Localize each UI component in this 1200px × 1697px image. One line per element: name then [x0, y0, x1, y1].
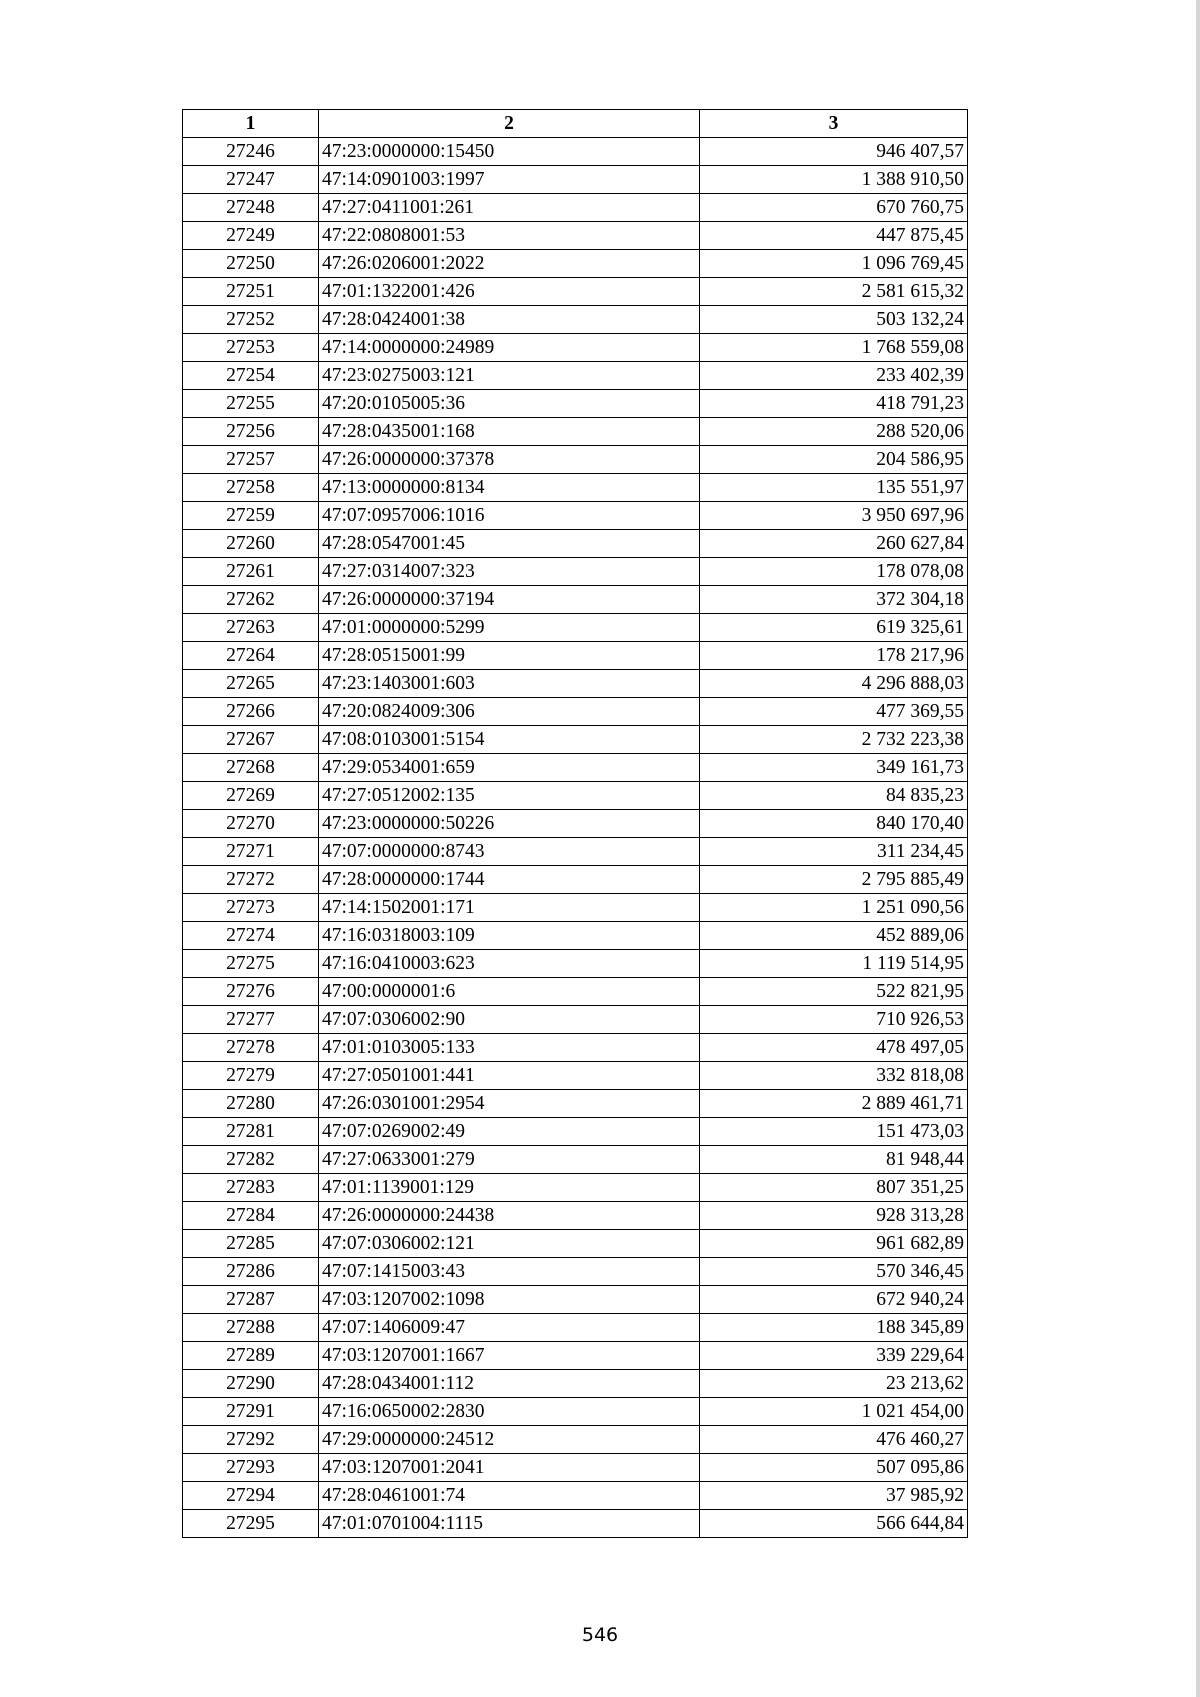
- table-row: [183, 614, 968, 642]
- cadastral-number-cell: 47:23:1403001:603: [319, 670, 700, 698]
- table-row: [183, 1286, 968, 1314]
- row-number-cell: 27290: [183, 1370, 319, 1398]
- table-row: [183, 950, 968, 978]
- table-row: [183, 1314, 968, 1342]
- table-row: [183, 474, 968, 502]
- row-number-cell: 27267: [183, 726, 319, 754]
- column-header-3: 3: [700, 110, 968, 138]
- row-number-cell: 27282: [183, 1146, 319, 1174]
- table-row: [183, 754, 968, 782]
- table-row: [183, 1230, 968, 1258]
- cadastral-number-cell: 47:23:0000000:50226: [319, 810, 700, 838]
- cadastral-number-cell: 47:01:0000000:5299: [319, 614, 700, 642]
- cadastral-number-cell: 47:26:0301001:2954: [319, 1090, 700, 1118]
- cadastral-value-cell: 452 889,06: [700, 922, 968, 950]
- cadastral-value-cell: 619 325,61: [700, 614, 968, 642]
- cadastral-number-cell: 47:27:0411001:261: [319, 194, 700, 222]
- cadastral-number-cell: 47:28:0434001:112: [319, 1370, 700, 1398]
- cadastral-number-cell: 47:28:0547001:45: [319, 530, 700, 558]
- cadastral-value-cell: 288 520,06: [700, 418, 968, 446]
- cadastral-value-cell: 566 644,84: [700, 1510, 968, 1538]
- cadastral-value-table: [182, 109, 968, 1538]
- table-row: [183, 1370, 968, 1398]
- cadastral-value-cell: 339 229,64: [700, 1342, 968, 1370]
- cadastral-value-cell: 961 682,89: [700, 1230, 968, 1258]
- row-number-cell: 27280: [183, 1090, 319, 1118]
- cadastral-value-cell: 418 791,23: [700, 390, 968, 418]
- row-number-cell: 27288: [183, 1314, 319, 1342]
- row-number-cell: 27259: [183, 502, 319, 530]
- cadastral-number-cell: 47:01:0701004:1115: [319, 1510, 700, 1538]
- table-row: [183, 334, 968, 362]
- table-row: [183, 894, 968, 922]
- row-number-cell: 27263: [183, 614, 319, 642]
- cadastral-value-cell: 372 304,18: [700, 586, 968, 614]
- row-number-cell: 27279: [183, 1062, 319, 1090]
- cadastral-value-cell: 503 132,24: [700, 306, 968, 334]
- cadastral-number-cell: 47:08:0103001:5154: [319, 726, 700, 754]
- cadastral-value-cell: 2 889 461,71: [700, 1090, 968, 1118]
- column-header-1: 1: [183, 110, 319, 138]
- table-row: [183, 1006, 968, 1034]
- cadastral-value-cell: 151 473,03: [700, 1118, 968, 1146]
- row-number-cell: 27287: [183, 1286, 319, 1314]
- row-number-cell: 27257: [183, 446, 319, 474]
- table-row: [183, 1426, 968, 1454]
- cadastral-value-cell: 233 402,39: [700, 362, 968, 390]
- table-row: [183, 530, 968, 558]
- row-number-cell: 27295: [183, 1510, 319, 1538]
- cadastral-number-cell: 47:03:1207001:1667: [319, 1342, 700, 1370]
- row-number-cell: 27255: [183, 390, 319, 418]
- cadastral-number-cell: 47:28:0461001:74: [319, 1482, 700, 1510]
- table-row: [183, 222, 968, 250]
- table-row: [183, 586, 968, 614]
- header-row: [183, 110, 968, 138]
- table-row: [183, 1090, 968, 1118]
- table-row: [183, 1454, 968, 1482]
- row-number-cell: 27264: [183, 642, 319, 670]
- row-number-cell: 27266: [183, 698, 319, 726]
- table-body: [183, 138, 968, 1538]
- cadastral-number-cell: 47:07:0306002:121: [319, 1230, 700, 1258]
- row-number-cell: 27247: [183, 166, 319, 194]
- row-number-cell: 27268: [183, 754, 319, 782]
- cadastral-value-cell: 477 369,55: [700, 698, 968, 726]
- cadastral-number-cell: 47:20:0105005:36: [319, 390, 700, 418]
- table-row: [183, 670, 968, 698]
- cadastral-value-cell: 23 213,62: [700, 1370, 968, 1398]
- row-number-cell: 27278: [183, 1034, 319, 1062]
- row-number-cell: 27256: [183, 418, 319, 446]
- table-row: [183, 418, 968, 446]
- table-row: [183, 306, 968, 334]
- cadastral-value-cell: 478 497,05: [700, 1034, 968, 1062]
- row-number-cell: 27246: [183, 138, 319, 166]
- table-row: [183, 1342, 968, 1370]
- cadastral-value-cell: 840 170,40: [700, 810, 968, 838]
- cadastral-number-cell: 47:23:0000000:15450: [319, 138, 700, 166]
- row-number-cell: 27272: [183, 866, 319, 894]
- row-number-cell: 27286: [183, 1258, 319, 1286]
- cadastral-value-cell: 349 161,73: [700, 754, 968, 782]
- row-number-cell: 27289: [183, 1342, 319, 1370]
- row-number-cell: 27252: [183, 306, 319, 334]
- cadastral-value-cell: 178 078,08: [700, 558, 968, 586]
- table-row: [183, 978, 968, 1006]
- cadastral-number-cell: 47:07:0269002:49: [319, 1118, 700, 1146]
- cadastral-value-cell: 178 217,96: [700, 642, 968, 670]
- cadastral-number-cell: 47:01:1139001:129: [319, 1174, 700, 1202]
- table-row: [183, 502, 968, 530]
- row-number-cell: 27262: [183, 586, 319, 614]
- column-header-2: 2: [319, 110, 700, 138]
- row-number-cell: 27251: [183, 278, 319, 306]
- row-number-cell: 27292: [183, 1426, 319, 1454]
- table-row: [183, 1258, 968, 1286]
- cadastral-value-cell: 447 875,45: [700, 222, 968, 250]
- cadastral-value-cell: 672 940,24: [700, 1286, 968, 1314]
- table-row: [183, 194, 968, 222]
- table-row: [183, 922, 968, 950]
- cadastral-value-cell: 1 119 514,95: [700, 950, 968, 978]
- row-number-cell: 27269: [183, 782, 319, 810]
- row-number-cell: 27284: [183, 1202, 319, 1230]
- row-number-cell: 27283: [183, 1174, 319, 1202]
- table-row: [183, 446, 968, 474]
- table-row: [183, 1510, 968, 1538]
- row-number-cell: 27248: [183, 194, 319, 222]
- cadastral-value-cell: 84 835,23: [700, 782, 968, 810]
- cadastral-value-cell: 946 407,57: [700, 138, 968, 166]
- cadastral-number-cell: 47:23:0275003:121: [319, 362, 700, 390]
- cadastral-value-cell: 260 627,84: [700, 530, 968, 558]
- row-number-cell: 27265: [183, 670, 319, 698]
- cadastral-value-cell: 1 096 769,45: [700, 250, 968, 278]
- table-row: [183, 698, 968, 726]
- table-row: [183, 1482, 968, 1510]
- row-number-cell: 27270: [183, 810, 319, 838]
- cadastral-value-cell: 3 950 697,96: [700, 502, 968, 530]
- cadastral-value-cell: 1 388 910,50: [700, 166, 968, 194]
- table-row: [183, 250, 968, 278]
- row-number-cell: 27285: [183, 1230, 319, 1258]
- row-number-cell: 27271: [183, 838, 319, 866]
- cadastral-number-cell: 47:03:1207002:1098: [319, 1286, 700, 1314]
- cadastral-number-cell: 47:16:0650002:2830: [319, 1398, 700, 1426]
- cadastral-value-cell: 476 460,27: [700, 1426, 968, 1454]
- table-row: [183, 1118, 968, 1146]
- table-row: [183, 278, 968, 306]
- table-row: [183, 1202, 968, 1230]
- table-row: [183, 166, 968, 194]
- table-row: [183, 558, 968, 586]
- cadastral-value-cell: 188 345,89: [700, 1314, 968, 1342]
- table-row: [183, 138, 968, 166]
- table-row: [183, 1062, 968, 1090]
- row-number-cell: 27249: [183, 222, 319, 250]
- cadastral-value-cell: 204 586,95: [700, 446, 968, 474]
- row-number-cell: 27261: [183, 558, 319, 586]
- cadastral-value-cell: 670 760,75: [700, 194, 968, 222]
- cadastral-number-cell: 47:00:0000001:6: [319, 978, 700, 1006]
- table-row: [183, 810, 968, 838]
- cadastral-number-cell: 47:22:0808001:53: [319, 222, 700, 250]
- cadastral-number-cell: 47:29:0000000:24512: [319, 1426, 700, 1454]
- cadastral-value-cell: 1 768 559,08: [700, 334, 968, 362]
- cadastral-number-cell: 47:26:0000000:37194: [319, 586, 700, 614]
- cadastral-number-cell: 47:03:1207001:2041: [319, 1454, 700, 1482]
- cadastral-number-cell: 47:27:0633001:279: [319, 1146, 700, 1174]
- cadastral-number-cell: 47:28:0424001:38: [319, 306, 700, 334]
- row-number-cell: 27291: [183, 1398, 319, 1426]
- cadastral-value-cell: 4 296 888,03: [700, 670, 968, 698]
- cadastral-value-cell: 710 926,53: [700, 1006, 968, 1034]
- cadastral-value-cell: 37 985,92: [700, 1482, 968, 1510]
- cadastral-number-cell: 47:13:0000000:8134: [319, 474, 700, 502]
- row-number-cell: 27274: [183, 922, 319, 950]
- row-number-cell: 27260: [183, 530, 319, 558]
- table-header: [183, 110, 968, 138]
- cadastral-number-cell: 47:07:1406009:47: [319, 1314, 700, 1342]
- cadastral-value-cell: 2 795 885,49: [700, 866, 968, 894]
- page-edge-shadow: [1196, 0, 1200, 1697]
- table-row: [183, 642, 968, 670]
- table-row: [183, 1034, 968, 1062]
- cadastral-value-cell: 2 732 223,38: [700, 726, 968, 754]
- cadastral-number-cell: 47:28:0435001:168: [319, 418, 700, 446]
- cadastral-number-cell: 47:01:1322001:426: [319, 278, 700, 306]
- row-number-cell: 27258: [183, 474, 319, 502]
- page-number: 546: [581, 1624, 619, 1646]
- cadastral-value-cell: 507 095,86: [700, 1454, 968, 1482]
- cadastral-number-cell: 47:14:1502001:171: [319, 894, 700, 922]
- cadastral-number-cell: 47:16:0318003:109: [319, 922, 700, 950]
- table-row: [183, 866, 968, 894]
- row-number-cell: 27275: [183, 950, 319, 978]
- row-number-cell: 27277: [183, 1006, 319, 1034]
- cadastral-value-cell: 522 821,95: [700, 978, 968, 1006]
- cadastral-value-cell: 135 551,97: [700, 474, 968, 502]
- table-row: [183, 1398, 968, 1426]
- cadastral-value-cell: 928 313,28: [700, 1202, 968, 1230]
- cadastral-number-cell: 47:07:0000000:8743: [319, 838, 700, 866]
- cadastral-value-cell: 2 581 615,32: [700, 278, 968, 306]
- table-row: [183, 726, 968, 754]
- cadastral-value-cell: 807 351,25: [700, 1174, 968, 1202]
- cadastral-number-cell: 47:07:1415003:43: [319, 1258, 700, 1286]
- table-row: [183, 782, 968, 810]
- cadastral-value-cell: 1 021 454,00: [700, 1398, 968, 1426]
- cadastral-number-cell: 47:26:0000000:24438: [319, 1202, 700, 1230]
- cadastral-number-cell: 47:26:0206001:2022: [319, 250, 700, 278]
- row-number-cell: 27253: [183, 334, 319, 362]
- row-number-cell: 27254: [183, 362, 319, 390]
- cadastral-number-cell: 47:27:0512002:135: [319, 782, 700, 810]
- cadastral-number-cell: 47:16:0410003:623: [319, 950, 700, 978]
- cadastral-value-cell: 570 346,45: [700, 1258, 968, 1286]
- cadastral-number-cell: 47:07:0957006:1016: [319, 502, 700, 530]
- table-row: [183, 1174, 968, 1202]
- cadastral-value-cell: 332 818,08: [700, 1062, 968, 1090]
- cadastral-number-cell: 47:14:0000000:24989: [319, 334, 700, 362]
- row-number-cell: 27273: [183, 894, 319, 922]
- cadastral-number-cell: 47:07:0306002:90: [319, 1006, 700, 1034]
- row-number-cell: 27276: [183, 978, 319, 1006]
- cadastral-number-cell: 47:27:0501001:441: [319, 1062, 700, 1090]
- cadastral-value-cell: 81 948,44: [700, 1146, 968, 1174]
- cadastral-number-cell: 47:14:0901003:1997: [319, 166, 700, 194]
- table-row: [183, 838, 968, 866]
- table-row: [183, 362, 968, 390]
- table-row: [183, 1146, 968, 1174]
- row-number-cell: 27293: [183, 1454, 319, 1482]
- cadastral-number-cell: 47:20:0824009:306: [319, 698, 700, 726]
- cadastral-number-cell: 47:26:0000000:37378: [319, 446, 700, 474]
- cadastral-value-cell: 311 234,45: [700, 838, 968, 866]
- cadastral-number-cell: 47:29:0534001:659: [319, 754, 700, 782]
- cadastral-number-cell: 47:01:0103005:133: [319, 1034, 700, 1062]
- cadastral-value-cell: 1 251 090,56: [700, 894, 968, 922]
- cadastral-number-cell: 47:27:0314007:323: [319, 558, 700, 586]
- row-number-cell: 27250: [183, 250, 319, 278]
- table-row: [183, 390, 968, 418]
- row-number-cell: 27281: [183, 1118, 319, 1146]
- cadastral-number-cell: 47:28:0000000:1744: [319, 866, 700, 894]
- cadastral-number-cell: 47:28:0515001:99: [319, 642, 700, 670]
- row-number-cell: 27294: [183, 1482, 319, 1510]
